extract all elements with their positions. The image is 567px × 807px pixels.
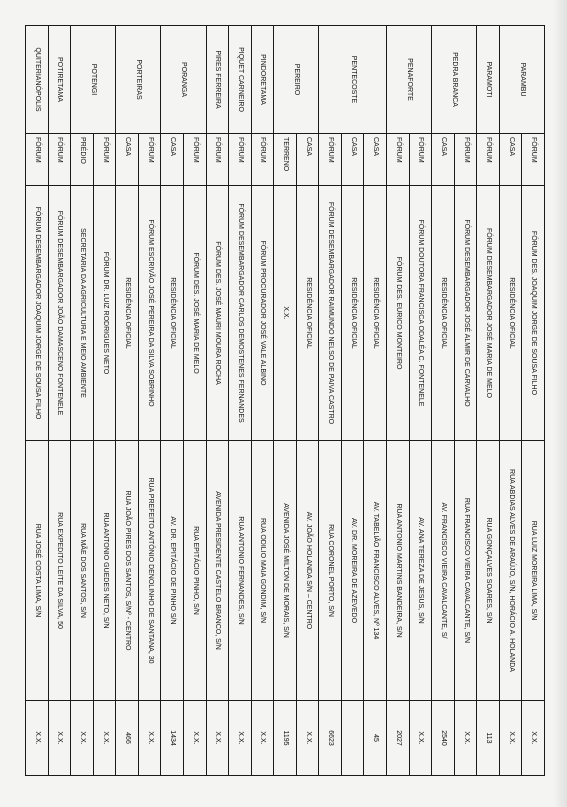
- kind-cell: FÓRUM: [251, 134, 274, 186]
- address-cell: RUA JOÃO PIRES DOS SANTOS, S/Nº - CENTRO: [116, 441, 139, 701]
- kind-cell: FÓRUM: [409, 134, 432, 186]
- table-row: [48, 26, 71, 776]
- kind-cell: FÓRUM: [387, 134, 410, 186]
- name-cell: FÓRUM PROCURADOR JOSÉ VALE ALBINO: [251, 186, 274, 441]
- name-cell: FÓRUM DR. LUIZ RODRIGUES NETO: [93, 186, 116, 441]
- area-cell: X.X.: [93, 701, 116, 776]
- table-row: [161, 26, 184, 776]
- name-cell: RESIDÊNCIA OFICIAL: [499, 186, 522, 441]
- kind-cell: FÓRUM: [138, 134, 161, 186]
- name-cell: FÓRUM DESEMBARGADOR JOÃO DAMASCENO FONTENELE: [48, 186, 71, 441]
- table-row: [26, 26, 49, 776]
- city-cell: PARAMBU: [499, 26, 544, 134]
- area-cell: X.X.: [499, 701, 522, 776]
- table-row: [229, 26, 252, 776]
- address-cell: RUA PREFEITO ANTÔNIO DENOLINHO DE SANTANA, 30: [138, 441, 161, 701]
- city-cell: PEDRA BRANCA: [432, 26, 477, 134]
- kind-cell: CASA: [499, 134, 522, 186]
- area-cell: X.X.: [251, 701, 274, 776]
- name-cell: RESIDÊNCIA OFICIAL: [432, 186, 455, 441]
- name-cell: FÓRUM DESEMBARGADOR JOSÉ ALMIR DE CARVALHO: [454, 186, 477, 441]
- address-cell: AVENIDA PRESIDENTE CASTELO BRANCO, S/N: [206, 441, 229, 701]
- table-row: [184, 26, 207, 776]
- page-edge-shadow: [553, 0, 567, 807]
- address-cell: RUA ODILIO MAIA GONDIM, S/N: [251, 441, 274, 701]
- name-cell: RESIDÊNCIA OFICIAL: [296, 186, 319, 441]
- table-row: [387, 26, 410, 776]
- address-cell: RUA CORONEL PORTO, S/N: [319, 441, 342, 701]
- area-cell: 6623: [319, 701, 342, 776]
- city-cell: POTENGI: [71, 26, 116, 134]
- address-cell: RUA LUIZ MOREIRA LIMA, S/N: [522, 441, 545, 701]
- kind-cell: CASA: [432, 134, 455, 186]
- city-cell: PARAMOTI: [477, 26, 500, 134]
- name-cell: SECRETARIA DA AGRICULTURA E MEIO AMBIENTE: [71, 186, 94, 441]
- table-row: [522, 26, 545, 776]
- name-cell: FÓRUM DESEMBARGADOR RAIMUNDO NELSO DE PAIVA CASTRO: [319, 186, 342, 441]
- kind-cell: CASA: [116, 134, 139, 186]
- area-cell: X.X.: [48, 701, 71, 776]
- address-cell: AV. JOÃO HOLANDA S/N – CENTRO: [296, 441, 319, 701]
- address-cell: AV. ANA TEREZA DE JESUS, S/N: [409, 441, 432, 701]
- kind-cell: CASA: [364, 134, 387, 186]
- table-row: [93, 26, 116, 776]
- property-table: [25, 25, 545, 776]
- name-cell: RESIDÊNCIA OFICIAL: [341, 186, 364, 441]
- table-row: [364, 26, 387, 776]
- city-cell: PORTEIRAS: [116, 26, 161, 134]
- address-cell: RUA EPITÁCIO PINHO, S/N: [184, 441, 207, 701]
- area-cell: X.X.: [184, 701, 207, 776]
- name-cell: RESIDÊNCIA OFICIAL: [116, 186, 139, 441]
- kind-cell: FÓRUM: [522, 134, 545, 186]
- kind-cell: PRÉDIO: [71, 134, 94, 186]
- kind-cell: CASA: [296, 134, 319, 186]
- area-cell: X.X.: [409, 701, 432, 776]
- table-row: [409, 26, 432, 776]
- table-row: [274, 26, 297, 776]
- kind-cell: FÓRUM: [184, 134, 207, 186]
- kind-cell: FÓRUM: [454, 134, 477, 186]
- rotated-table-wrapper: [25, 25, 545, 775]
- kind-cell: FÓRUM: [229, 134, 252, 186]
- area-cell: X.X.: [206, 701, 229, 776]
- kind-cell: FÓRUM: [477, 134, 500, 186]
- area-cell: 1195: [274, 701, 297, 776]
- kind-cell: FÓRUM: [48, 134, 71, 186]
- city-cell: PINDORETAMA: [251, 26, 274, 134]
- address-cell: AV. DR. EPITÁCIO DE PINHO S/N: [161, 441, 184, 701]
- area-cell: 466: [116, 701, 139, 776]
- area-cell: X.X.: [454, 701, 477, 776]
- address-cell: AV. FRANCISCO VIEIRA CAVALCANTE, S/: [432, 441, 455, 701]
- address-cell: AV. DR. MOREIRA DE AZEVEDO: [341, 441, 364, 701]
- kind-cell: FÓRUM: [26, 134, 49, 186]
- kind-cell: FÓRUM: [206, 134, 229, 186]
- city-cell: PENAFORTE: [387, 26, 432, 134]
- area-cell: 113: [477, 701, 500, 776]
- address-cell: RUA ANTONIO MARTINS BANDEIRA, S/N: [387, 441, 410, 701]
- city-cell: PENTECOSTE: [319, 26, 387, 134]
- property-table-body: [26, 26, 545, 776]
- name-cell: FÓRUM ESCRIVÃO JOSÉ PEREIRA DA SILVA SOBRINHO: [138, 186, 161, 441]
- address-cell: RUA JOSÉ COSTA LIMA, S/N: [26, 441, 49, 701]
- area-cell: X.X.: [522, 701, 545, 776]
- name-cell: FÓRUM DES. JOSÉ MARIA DE MELO: [184, 186, 207, 441]
- table-row: [477, 26, 500, 776]
- name-cell: FÓRUM DOUTORA FRANCISCA ODALÉA C. FONTENELE: [409, 186, 432, 441]
- table-row: [454, 26, 477, 776]
- address-cell: RUA FRANCISCO VIEIRA CAVALCANTE, S/N: [454, 441, 477, 701]
- city-cell: PIRES FERREIRA: [206, 26, 229, 134]
- table-row: [206, 26, 229, 776]
- kind-cell: FÓRUM: [93, 134, 116, 186]
- area-cell: X.X.: [296, 701, 319, 776]
- table-row: [341, 26, 364, 776]
- area-cell: X.X.: [138, 701, 161, 776]
- kind-cell: CASA: [341, 134, 364, 186]
- table-row: [116, 26, 139, 776]
- area-cell: X.X.: [26, 701, 49, 776]
- address-cell: RUA EXPEDITO LEITE DA SILVA, 50: [48, 441, 71, 701]
- kind-cell: CASA: [161, 134, 184, 186]
- name-cell: FÓRUM DES. EURICO MONTEIRO: [387, 186, 410, 441]
- area-cell: 45: [364, 701, 387, 776]
- address-cell: RUA MÃE DOS SANTOS, S/N: [71, 441, 94, 701]
- address-cell: AVENIDA JOSÉ MILTON DE MORAIS, S/N: [274, 441, 297, 701]
- name-cell: RESIDÊNCIA OFICIAL: [161, 186, 184, 441]
- area-cell: 2540: [432, 701, 455, 776]
- name-cell: FÓRUM DES. JOAQUIM JORGE DE SOUSA FILHO: [522, 186, 545, 441]
- name-cell: FÓRUM DESEMBARGADOR JOAQUIM JORGE DE SOUSA FILHO: [26, 186, 49, 441]
- table-row: [499, 26, 522, 776]
- area-cell: X.X.: [229, 701, 252, 776]
- kind-cell: TERRENO: [274, 134, 297, 186]
- table-row: [71, 26, 94, 776]
- address-cell: RUA ANTONIO FERNANDES, S/N: [229, 441, 252, 701]
- name-cell: FÓRUM DES. JOSÉ MAURI MOURA ROCHA: [206, 186, 229, 441]
- city-cell: PEREIRO: [274, 26, 319, 134]
- table-row: [432, 26, 455, 776]
- name-cell: RESIDÊNCIA OFICIAL: [364, 186, 387, 441]
- area-cell: [341, 701, 364, 776]
- table-row: [251, 26, 274, 776]
- city-cell: QUITERIANÓPOLIS: [26, 26, 49, 134]
- area-cell: 1434: [161, 701, 184, 776]
- name-cell: X.X.: [274, 186, 297, 441]
- address-cell: RUA GONÇALVES SOARES, S/N: [477, 441, 500, 701]
- table-row: [138, 26, 161, 776]
- address-cell: RUA ABDIAS ALVES DE ARAÚJO, S/N, HORÁCIO A. HOLANDA: [499, 441, 522, 701]
- city-cell: PIQUET CARNEIRO: [229, 26, 252, 134]
- kind-cell: FÓRUM: [319, 134, 342, 186]
- name-cell: FÓRUM DESEMBARGADOR CARLOS DEMOSTENES FERNANDES: [229, 186, 252, 441]
- name-cell: FÓRUM DESEMBARGADOR JOSÉ MARIA DE MELO: [477, 186, 500, 441]
- area-cell: X.X.: [71, 701, 94, 776]
- area-cell: 2027: [387, 701, 410, 776]
- table-row: [296, 26, 319, 776]
- address-cell: RUA ANTONIO GUEDES NETO, S/N: [93, 441, 116, 701]
- city-cell: POTIRETAMA: [48, 26, 71, 134]
- address-cell: AV. TABELIÃO FRANCISCO ALVES, Nº 134: [364, 441, 387, 701]
- table-row: [319, 26, 342, 776]
- city-cell: PORANGA: [161, 26, 206, 134]
